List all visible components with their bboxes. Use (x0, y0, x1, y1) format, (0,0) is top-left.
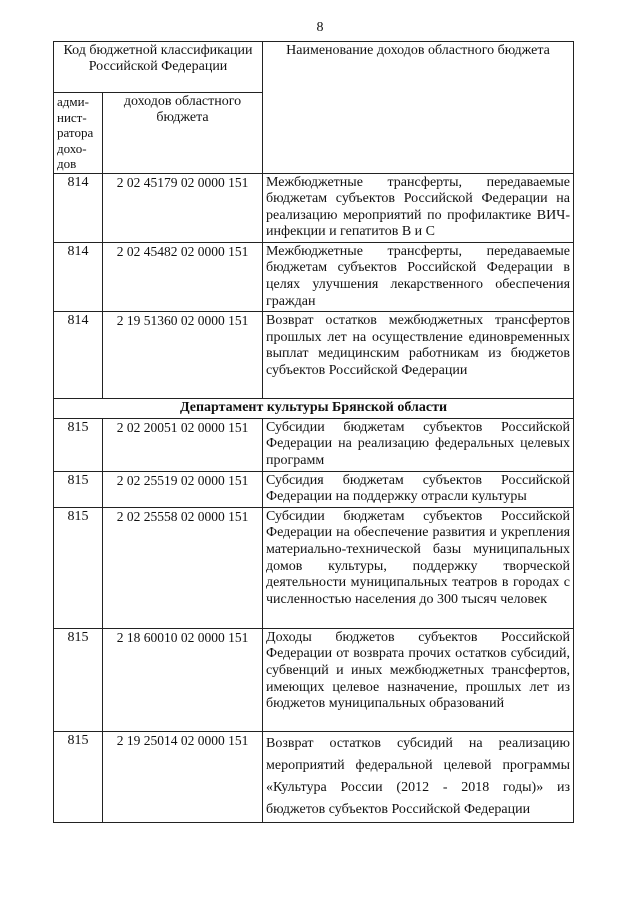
income-description-cell: Субсидия бюджетам субъектов Российской Федерации на поддержку отрасли культуры (263, 471, 574, 507)
budget-code-cell: 2 02 25519 02 0000 151 (103, 471, 263, 507)
table-row (54, 173, 574, 242)
income-description-cell: Субсидии бюджетам субъектов Российской Федерации на реализацию федеральных целевых программ (263, 418, 574, 471)
department-heading: Департамент культуры Брянской области (54, 399, 574, 419)
income-description-cell: Возврат остатков межбюджетных трансфертов прошлых лет на осуществление единовременных выплат медицинским работникам из бюджетов субъектов Российской Федерации (263, 312, 574, 399)
table-header-row (54, 42, 574, 93)
admin-code-cell: 815 (54, 418, 103, 471)
budget-classification-table (53, 41, 574, 823)
table-row (54, 418, 574, 471)
budget-code-cell: 2 19 51360 02 0000 151 (103, 312, 263, 399)
income-code-column-header: доходов областного бюджета (103, 93, 263, 174)
income-description-cell: Доходы бюджетов субъектов Российской Федерации от возврата прочих остатков субсидий, субвенций и иных межбюджетных трансфертов, имеющих целевое назначение, прошлых лет из бюджетов муниципальных образований (263, 628, 574, 731)
department-row (54, 399, 574, 419)
table-row (54, 312, 574, 399)
table-row (54, 731, 574, 822)
admin-code-cell: 814 (54, 173, 103, 242)
income-name-header: Наименование доходов областного бюджета (263, 42, 574, 174)
budget-code-cell: 2 19 25014 02 0000 151 (103, 731, 263, 822)
income-description-cell: Субсидии бюджетам субъектов Российской Федерации на обеспечение развития и укрепления материально-технической базы муниципальных домов культуры, поддержку творческой деятельности муниципальных театров в городах с численностью населения до 300 тысяч человек (263, 507, 574, 628)
income-description-cell: Межбюджетные трансферты, передаваемые бюджетам субъектов Российской Федерации на реализацию мероприятий по профилактике ВИЧ-инфекции и гепатитов В и С (263, 173, 574, 242)
table-row (54, 471, 574, 507)
budget-code-cell: 2 18 60010 02 0000 151 (103, 628, 263, 731)
budget-code-cell: 2 02 25558 02 0000 151 (103, 507, 263, 628)
admin-column-header: адми-нист-ратора дохо-дов (54, 93, 103, 174)
admin-code-cell: 815 (54, 628, 103, 731)
page-number: 8 (316, 20, 324, 35)
code-group-header: Код бюджетной классификации Российской Федерации (54, 42, 263, 93)
admin-code-cell: 815 (54, 507, 103, 628)
admin-code-cell: 815 (54, 731, 103, 822)
budget-code-cell: 2 02 20051 02 0000 151 (103, 418, 263, 471)
table-row (54, 242, 574, 311)
table-row (54, 507, 574, 628)
budget-code-cell: 2 02 45482 02 0000 151 (103, 242, 263, 311)
budget-code-cell: 2 02 45179 02 0000 151 (103, 173, 263, 242)
admin-code-cell: 814 (54, 312, 103, 399)
admin-code-cell: 814 (54, 242, 103, 311)
admin-code-cell: 815 (54, 471, 103, 507)
table-row (54, 628, 574, 731)
income-description-cell: Межбюджетные трансферты, передаваемые бюджетам субъектов Российской Федерации в целях улучшения лекарственного обеспечения граждан (263, 242, 574, 311)
income-description-cell: Возврат остатков субсидий на реализацию мероприятий федеральной целевой программы «Культура России (2012 - 2018 годы)» из бюджетов субъектов Российской Федерации (263, 731, 574, 822)
